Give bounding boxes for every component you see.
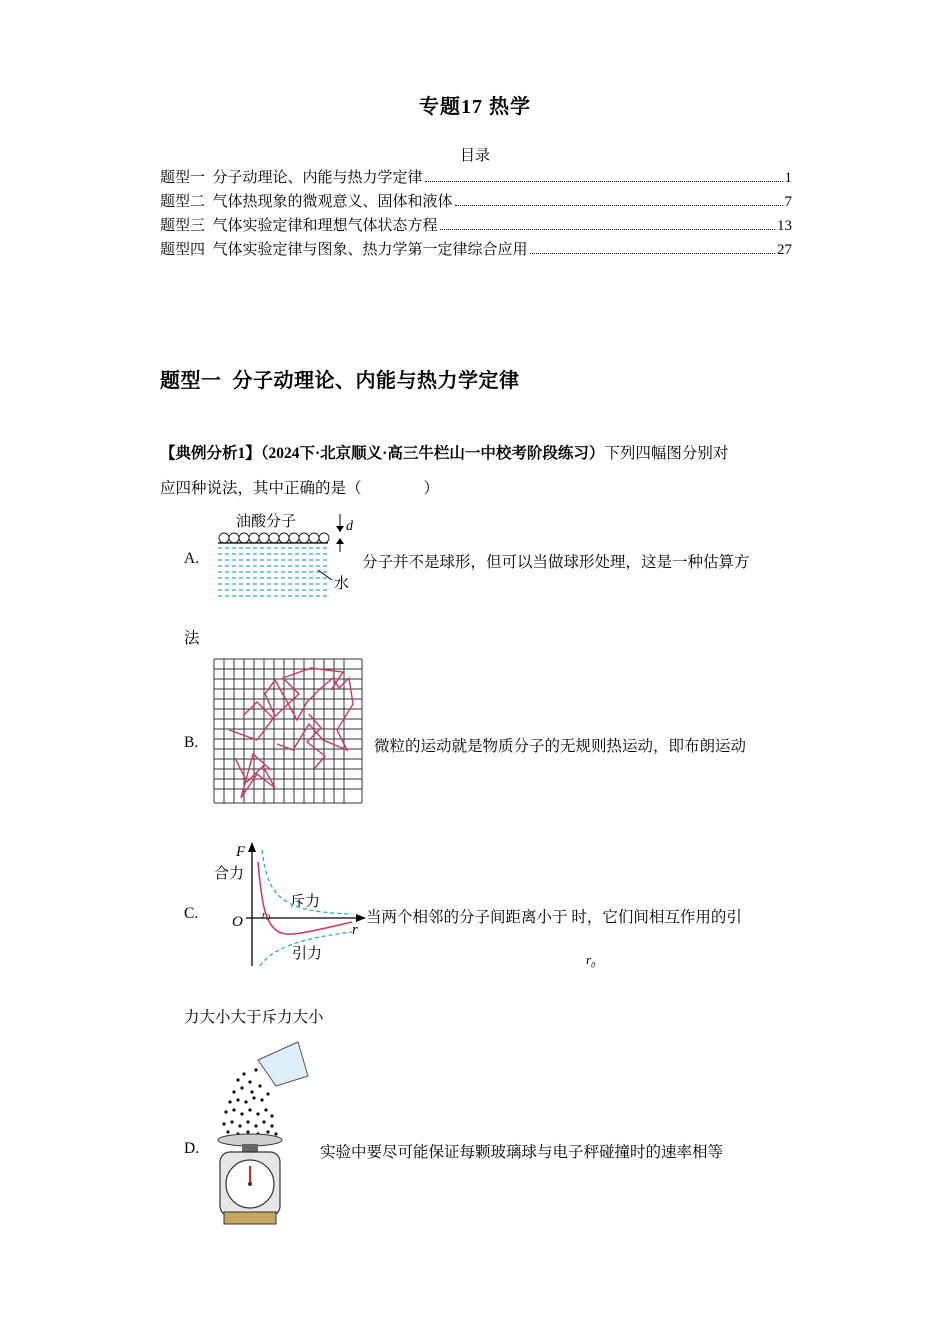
toc-leader: [425, 180, 783, 182]
section-heading: [160, 364, 520, 393]
toc-item-label: 题型四: [160, 242, 206, 258]
option-c-letter[interactable]: C.: [184, 905, 199, 922]
r0-symbol: $r_0$: [586, 952, 596, 970]
option-c-text: 当两个相邻的分子间距离小于 时，它们间相互作用的引: [366, 909, 742, 926]
option-a-text-cont: 法: [184, 630, 200, 647]
section-label: 题型一: [160, 370, 222, 392]
toc-item-text: 气体实验定律与图象、热力学第一定律综合应用: [212, 242, 528, 258]
toc-item[interactable]: [160, 238, 792, 262]
toc-leader: [530, 252, 775, 254]
toc-item-label: 题型二: [160, 194, 206, 210]
toc-item-text: 气体实验定律和理想气体状态方程: [212, 218, 438, 234]
toc-item-text: 分子动理论、内能与热力学定律: [212, 170, 423, 186]
water-label: 水: [334, 574, 350, 592]
repulsion-label: 斥力: [290, 892, 321, 910]
example-stem-line1: 下列四幅图分别对: [604, 445, 729, 462]
option-d-letter[interactable]: D.: [184, 1140, 200, 1157]
electronic-scale-figure: [214, 1040, 314, 1230]
brownian-motion-grid-figure: [213, 658, 365, 806]
toc-item[interactable]: [160, 190, 792, 214]
section-title: 分子动理论、内能与热力学定律: [232, 370, 520, 392]
option-b-letter[interactable]: B.: [184, 734, 199, 751]
option-c-text-cont: 力大小大于斥力大小: [184, 1009, 324, 1026]
toc-item[interactable]: [160, 166, 792, 190]
toc-item-page: 7: [784, 194, 792, 210]
toc-item-page: 27: [777, 242, 792, 258]
thickness-label: d: [346, 519, 353, 534]
toc-item-text: 气体热现象的微观意义、固体和液体: [212, 194, 453, 210]
option-b-text: 微粒的运动就是物质分子的无规则热运动，即布朗运动: [374, 738, 747, 755]
attraction-label: 引力: [292, 944, 323, 962]
option-a-text: 分子并不是球形，但可以当做球形处理，这是一种估算方: [362, 554, 750, 571]
toc-item-page: 1: [784, 170, 792, 186]
toc-leader: [455, 204, 783, 206]
toc-item-page: 13: [777, 218, 792, 234]
r-axis-label: r: [352, 922, 358, 938]
intermolecular-force-graph: [212, 838, 368, 974]
toc-item-label: 题型一: [160, 170, 206, 186]
toc-leader: [440, 228, 775, 230]
resultant-force-label: 合力: [214, 864, 245, 882]
toc-item[interactable]: [160, 214, 792, 238]
option-a-letter[interactable]: A.: [184, 550, 200, 567]
toc-heading: 目录: [459, 148, 490, 164]
f-axis-label: F: [236, 844, 246, 860]
origin-label: O: [232, 914, 243, 930]
example-question-stem: [160, 436, 792, 506]
example-source: （2024下·北京顺义·高三牛栏山一中校考阶段练习）: [260, 445, 605, 462]
table-of-contents: [160, 166, 792, 262]
oil-molecule-label: 油酸分子: [236, 512, 297, 530]
oil-film-figure: [212, 508, 362, 602]
page-title: 专题17 热学: [419, 96, 531, 118]
r0-mark: $r_0$: [262, 910, 270, 922]
example-stem-line2: 应四种说法，其中正确的是（ ）: [160, 480, 440, 497]
toc-item-label: 题型三: [160, 218, 206, 234]
example-tag: 【典例分析1】: [160, 445, 261, 462]
option-d-text: 实验中要尽可能保证每颗玻璃球与电子秤碰撞时的速率相等: [320, 1144, 724, 1161]
